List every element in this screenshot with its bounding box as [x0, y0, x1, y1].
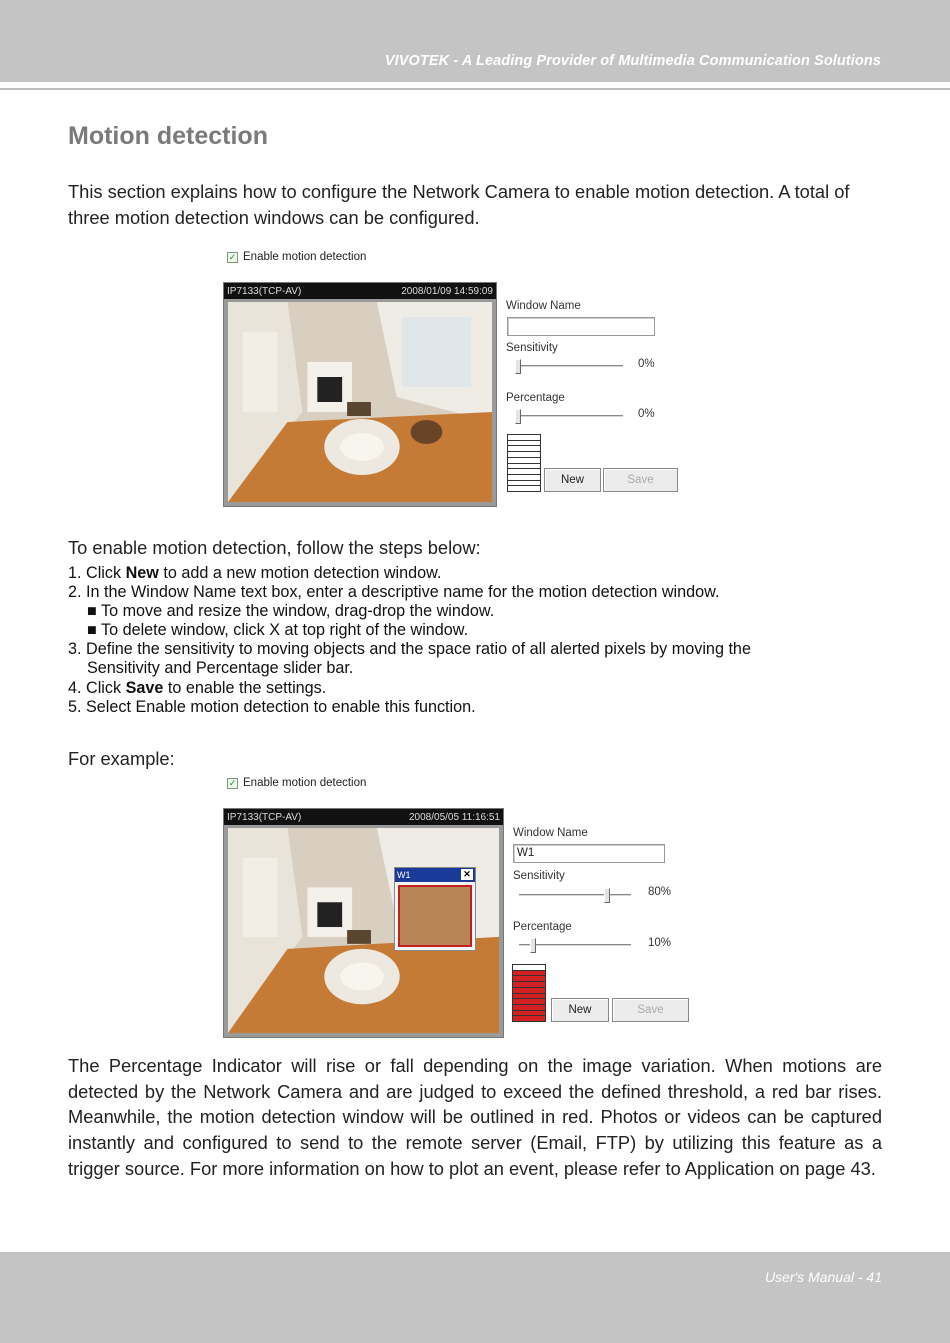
- sensitivity-value: 0%: [638, 358, 655, 370]
- checkbox-checked-icon[interactable]: ✓: [228, 777, 237, 788]
- checkbox-checked-icon[interactable]: ✓: [228, 251, 237, 262]
- camera-image: [228, 302, 492, 502]
- enable-motion-label: Enable motion detection: [243, 777, 367, 789]
- motion-window-w1[interactable]: [394, 867, 476, 951]
- percentage-label: Percentage: [513, 921, 572, 933]
- percentage-indicator: [507, 434, 541, 492]
- figure-setup: [223, 251, 723, 516]
- save-button[interactable]: Save: [603, 468, 678, 492]
- conclusion-paragraph: The Percentage Indicator will rise or fall depending on the image variation. When motions are detected by the Network Camera and are judged to exceed the defined threshold, a red bar rises. Meanwhile, the motion detection window will be outlined in red. Photos or videos can be captured instantly and configured to send to the remote server (Email, FTP) by utilizing this feature as a trigger source. For more information on how to plot an event, please refer to Application on page 43.: [68, 1055, 882, 1179]
- window-name-input[interactable]: [507, 317, 655, 336]
- step-5: 5. Select Enable motion detection to enable this function.: [68, 698, 476, 716]
- step-2-bullet-move: ■ To move and resize the window, drag-drop the window.: [87, 602, 495, 620]
- sensitivity-slider-track[interactable]: [515, 365, 623, 368]
- percentage-value: 0%: [638, 408, 655, 420]
- sensitivity-label: Sensitivity: [506, 342, 558, 354]
- window-name-label: Window Name: [506, 300, 581, 312]
- camera-timestamp: 2008/01/09 14:59:09: [401, 285, 493, 297]
- enable-motion-checkbox[interactable]: [227, 777, 366, 789]
- header-divider: [0, 88, 950, 90]
- meter-segment: [513, 1016, 545, 1021]
- sensitivity-slider-track[interactable]: [519, 894, 631, 897]
- footer-band: [0, 1252, 950, 1343]
- percentage-label: Percentage: [506, 392, 565, 404]
- meter-segment: [508, 486, 540, 491]
- sensitivity-label: Sensitivity: [513, 870, 565, 882]
- page-number: User's Manual - 41: [764, 1269, 882, 1285]
- step-1: 1. Click New to add a new motion detection window.: [68, 564, 442, 582]
- new-button[interactable]: New: [551, 998, 609, 1022]
- window-name-input[interactable]: W1: [513, 844, 665, 863]
- percentage-value: 10%: [648, 937, 672, 949]
- steps-intro: To enable motion detection, follow the steps below:: [68, 537, 481, 558]
- percentage-indicator: [512, 964, 546, 1022]
- motion-window-area[interactable]: [398, 885, 472, 947]
- camera-timestamp: 2008/05/05 11:16:51: [408, 811, 500, 823]
- intro-paragraph: This section explains how to configure the Network Camera to enable motion detection. A total of three motion detection windows can be configured.: [68, 181, 850, 228]
- new-button[interactable]: New: [544, 468, 601, 492]
- window-name-label: Window Name: [513, 827, 588, 839]
- step-2: 2. In the Window Name text box, enter a descriptive name for the motion detection window.: [68, 583, 720, 601]
- percentage-slider-track[interactable]: [515, 415, 623, 418]
- camera-caption: [224, 809, 503, 825]
- sensitivity-slider-thumb[interactable]: [515, 359, 521, 374]
- enable-motion-checkbox[interactable]: [227, 251, 366, 263]
- sensitivity-slider-thumb[interactable]: [604, 888, 610, 903]
- figure-example: [223, 777, 723, 1042]
- motion-window-title[interactable]: W1: [395, 868, 475, 882]
- step-2-bullet-delete: ■ To delete window, click X at top right of the window.: [87, 621, 469, 639]
- percentage-slider-thumb[interactable]: [530, 938, 536, 953]
- camera-view: [223, 808, 504, 1038]
- header-tagline: VIVOTEK - A Leading Provider of Multimedia Communication Solutions: [384, 53, 881, 69]
- close-icon[interactable]: ✕: [461, 869, 473, 880]
- percentage-slider-thumb[interactable]: [515, 409, 521, 424]
- camera-name: IP7133(TCP-AV): [227, 811, 302, 823]
- step-4: 4. Click Save to enable the settings.: [68, 679, 327, 697]
- step-3: 3. Define the sensitivity to moving objects and the space ratio of all alerted pixels by moving the: [68, 640, 751, 658]
- sensitivity-value: 80%: [648, 886, 672, 898]
- header-band: [0, 0, 950, 82]
- camera-name: IP7133(TCP-AV): [227, 285, 302, 297]
- step-3-cont: Sensitivity and Percentage slider bar.: [87, 659, 354, 677]
- section-title: Motion detection: [68, 122, 268, 150]
- enable-motion-label: Enable motion detection: [243, 251, 367, 263]
- percentage-slider-track[interactable]: [519, 944, 631, 947]
- camera-view: [223, 282, 497, 507]
- save-button[interactable]: Save: [612, 998, 689, 1022]
- camera-caption: [224, 283, 496, 299]
- example-label: For example:: [68, 748, 175, 769]
